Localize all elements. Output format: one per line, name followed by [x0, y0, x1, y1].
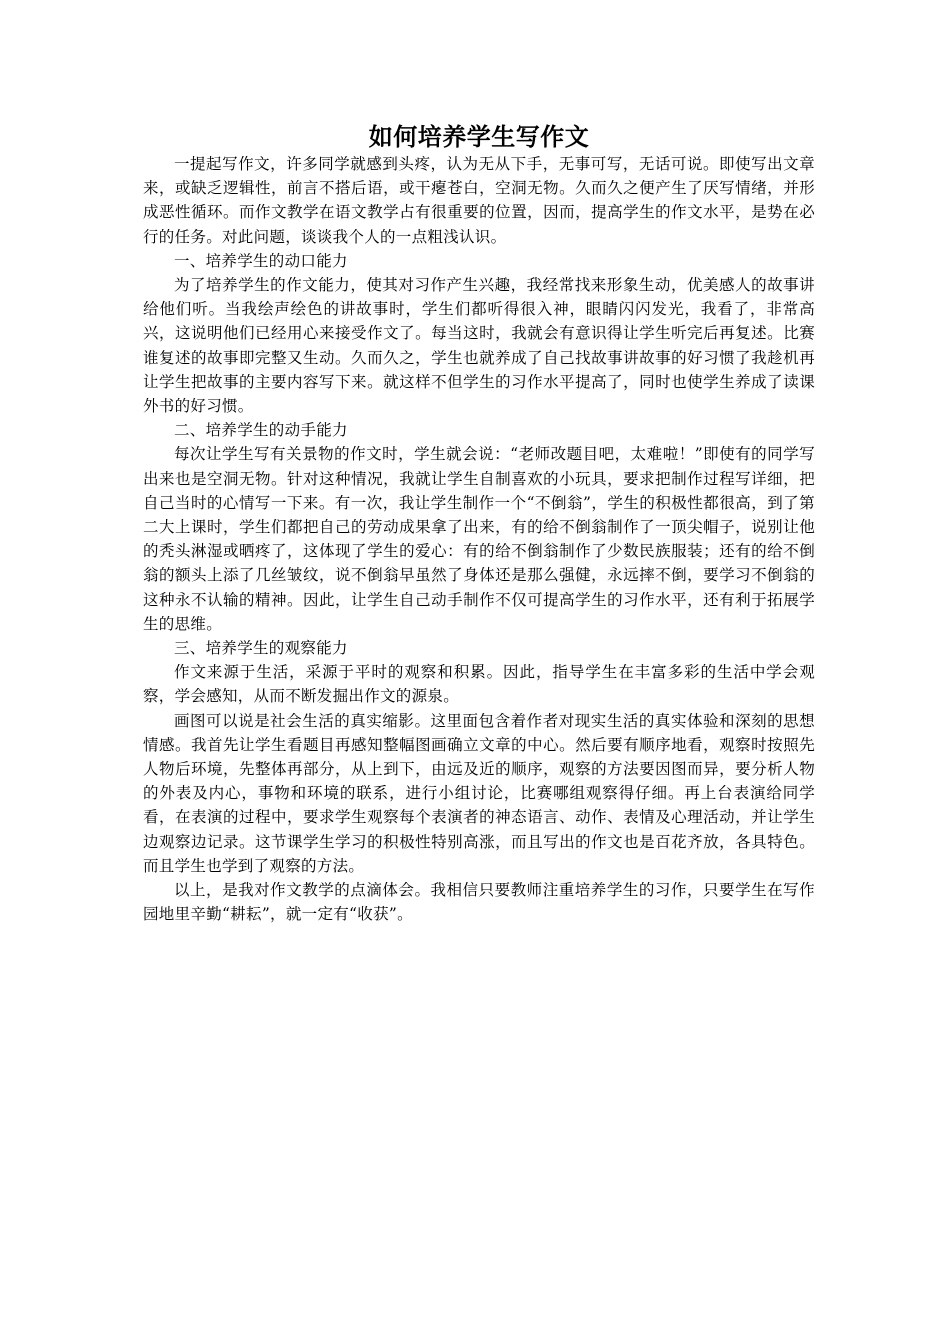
document-title: 如何培养学生写作文: [368, 122, 590, 151]
observation-paragraph-2: 画图可以说是社会生活的真实缩影。这里面包含着作者对现实生活的真实体验和深刻的思想情感。我首先让学生看题目再感知整幅图画确立文章的中心。然后要有顺序地看，观察时按照先人物后环境，先整体再部分，从上到下，由远及近的顺序，观察的方法要因图而异，要分析人物的外表及内心，事物和环境的联系，进行小组讨论，比赛哪组观察得仔细。再上台表演给同学看，在表演的过程中，要求学生观察每个表演者的神态语言、动作、表情及心理活动，并让学生边观察边记录。这节课学生学习的积极性特别高涨，而且写出的作文也是百花齐放，各具特色。而且学生也学到了观察的方法。: [143, 711, 815, 875]
section-heading-handson: 二、培养学生的动手能力: [174, 421, 348, 440]
document-body: [143, 122, 815, 927]
section-heading-observation: 三、培养学生的观察能力: [174, 639, 348, 658]
handson-paragraph: 每次让学生写有关景物的作文时，学生就会说：“老师改题目吧，太难啦！”即使有的同学写出来也是空洞无物。针对这种情况，我就让学生自制喜欢的小玩具，要求把制作过程写详细，把自己当时的心情写一下来。有一次，我让学生制作一个“不倒翁”，学生的积极性都很高，到了第二大上课时，学生们都把自己的劳动成果拿了出来，有的给不倒翁制作了一顶尖帽子，说别让他的秃头淋湿或晒疼了，这体现了学生的爱心：有的给不倒翁制作了少数民族服装；还有的给不倒翁的额头上添了几丝皱纹，说不倒翁早虽然了身体还是那么强健，永远摔不倒，要学习不倒翁的这种永不认输的精神。因此，让学生自己动手制作不仅可提高学生的习作水平，还有利于拓展学生的思维。: [143, 445, 815, 633]
section-heading-speaking: 一、培养学生的动口能力: [174, 251, 348, 270]
conclusion-paragraph: 以上，是我对作文教学的点滴体会。我相信只要教师注重培养学生的习作，只要学生在写作园地里辛勤“耕耘”，就一定有“收获”。: [143, 881, 815, 924]
observation-paragraph-1: 作文来源于生活，采源于平时的观察和积累。因此，指导学生在丰富多彩的生活中学会观察，学会感知，从而不断发掘出作文的源泉。: [143, 663, 815, 706]
speaking-paragraph: 为了培养学生的作文能力，使其对习作产生兴趣，我经常找来形象生动，优美感人的故事讲给他们听。当我绘声绘色的讲故事时，学生们都听得很入神，眼睛闪闪发光，我看了，非常高兴，这说明他们已经用心来接受作文了。每当这时，我就会有意识得让学生听完后再复述。比赛谁复述的故事即完整又生动。久而久之，学生也就养成了自己找故事讲故事的好习惯了我趁机再让学生把故事的主要内容写下来。就这样不但学生的习作水平提高了，同时也使学生养成了读课外书的好习惯。: [143, 276, 815, 416]
intro-paragraph: 一提起写作文，许多同学就感到头疼，认为无从下手，无事可写，无话可说。即使写出文章来，或缺乏逻辑性，前言不搭后语，或干瘪苍白，空洞无物。久而久之便产生了厌写情绪，并形成恶性循环。而作文教学在语文教学占有很重要的位置，因而，提高学生的作文水平，是势在必行的任务。对此问题，谈谈我个人的一点粗浅认识。: [143, 155, 815, 246]
